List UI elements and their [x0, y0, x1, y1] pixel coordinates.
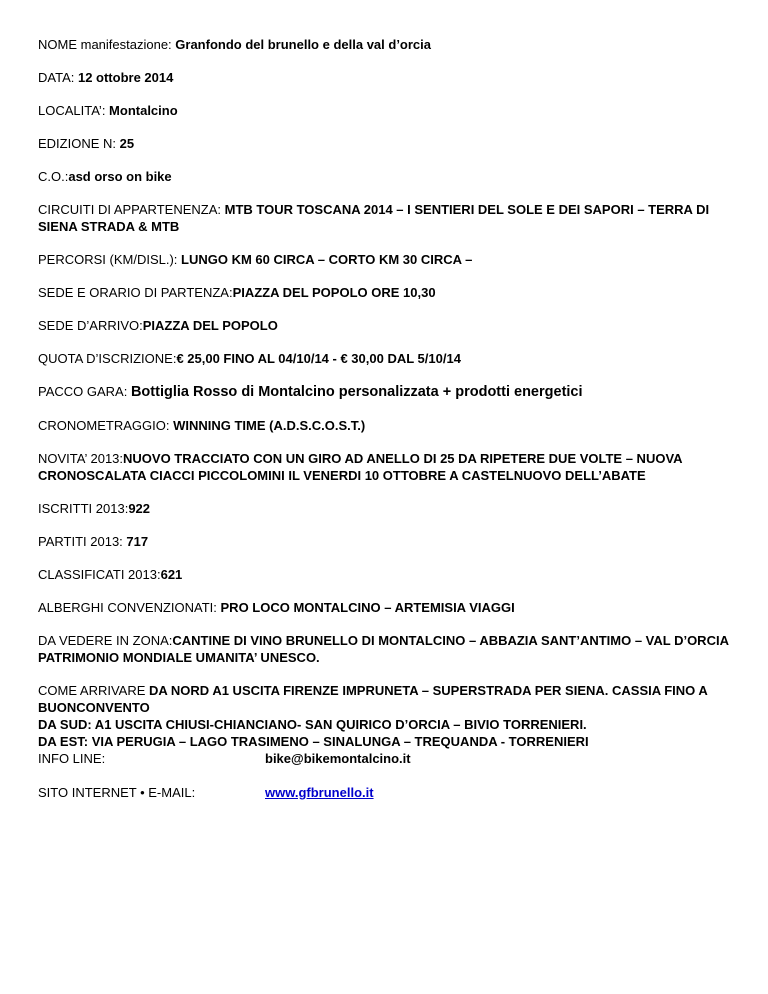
field-edizione: EDIZIONE N: 25	[38, 136, 135, 151]
field-alberghi: ALBERGHI CONVENZIONATI: PRO LOCO MONTALCINO – ARTEMISIA VIAGGI	[38, 600, 515, 615]
field-pacco-gara: PACCO GARA: Bottiglia Rosso di Montalcino personalizzata + prodotti energetici	[38, 384, 583, 400]
directions-nord: COME ARRIVARE DA NORD A1 USCITA FIRENZE IMPRUNETA – SUPERSTRADA PER SIENA. CASSIA FINO A BUONCONVENTO	[38, 683, 708, 715]
info-line-row	[38, 750, 738, 767]
field-arrivo: SEDE D’ARRIVO:PIAZZA DEL POPOLO	[38, 318, 278, 333]
directions-est: DA EST: VIA PERUGIA – LAGO TRASIMENO – SINALUNGA – TREQUANDA - TORRENIERI	[38, 734, 589, 749]
site-row	[38, 784, 738, 801]
field-iscritti: ISCRITTI 2013:922	[38, 501, 151, 516]
field-classificati: CLASSIFICATI 2013:621	[38, 567, 183, 582]
field-data: DATA: 12 ottobre 2014	[38, 70, 174, 85]
field-partenza: SEDE E ORARIO DI PARTENZA:PIAZZA DEL POPOLO ORE 10,30	[38, 285, 436, 300]
field-circuiti: CIRCUITI DI APPARTENENZA: MTB TOUR TOSCANA 2014 – I SENTIERI DEL SOLE E DEI SAPORI – TERRA DI SIENA STRADA & MTB	[38, 202, 710, 234]
field-co: C.O.:asd orso on bike	[38, 169, 172, 184]
site-label: SITO INTERNET • E-MAIL:	[38, 785, 196, 800]
field-localita: LOCALITA’: Montalcino	[38, 103, 178, 118]
info-line-email: bike@bikemontalcino.it	[265, 751, 411, 766]
field-partiti: PARTITI 2013: 717	[38, 534, 149, 549]
field-da-vedere: DA VEDERE IN ZONA:CANTINE DI VINO BRUNELLO DI MONTALCINO – ABBAZIA SANT’ANTIMO – VAL D’ORCIA PATRIMONIO MONDIALE UMANITA’ UNESCO.	[38, 633, 729, 665]
directions-block	[38, 682, 738, 750]
field-novita: NOVITA’ 2013:NUOVO TRACCIATO CON UN GIRO AD ANELLO DI 25 DA RIPETERE DUE VOLTE – NUOVA CRONOSCALATA CIACCI PICCOLOMINI IL VENERDI 10 OTTOBRE A CASTELNUOVO DELL’ABATE	[38, 451, 683, 483]
document-page	[38, 36, 738, 801]
field-quota: QUOTA D’ISCRIZIONE:€ 25,00 FINO AL 04/10/14 - € 30,00 DAL 5/10/14	[38, 351, 461, 366]
info-line-label: INFO LINE:	[38, 751, 106, 766]
field-percorsi: PERCORSI (KM/DISL.): LUNGO KM 60 CIRCA – CORTO KM 30 CIRCA –	[38, 252, 473, 267]
field-nome: NOME manifestazione: Granfondo del brunello e della val d’orcia	[38, 37, 431, 52]
directions-sud: DA SUD: A1 USCITA CHIUSI-CHIANCIANO- SAN QUIRICO D’ORCIA – BIVIO TORRENIERI.	[38, 717, 587, 732]
site-link[interactable]: www.gfbrunello.it	[265, 785, 374, 800]
field-cronometraggio: CRONOMETRAGGIO: WINNING TIME (A.D.S.C.O.S.T.)	[38, 418, 366, 433]
